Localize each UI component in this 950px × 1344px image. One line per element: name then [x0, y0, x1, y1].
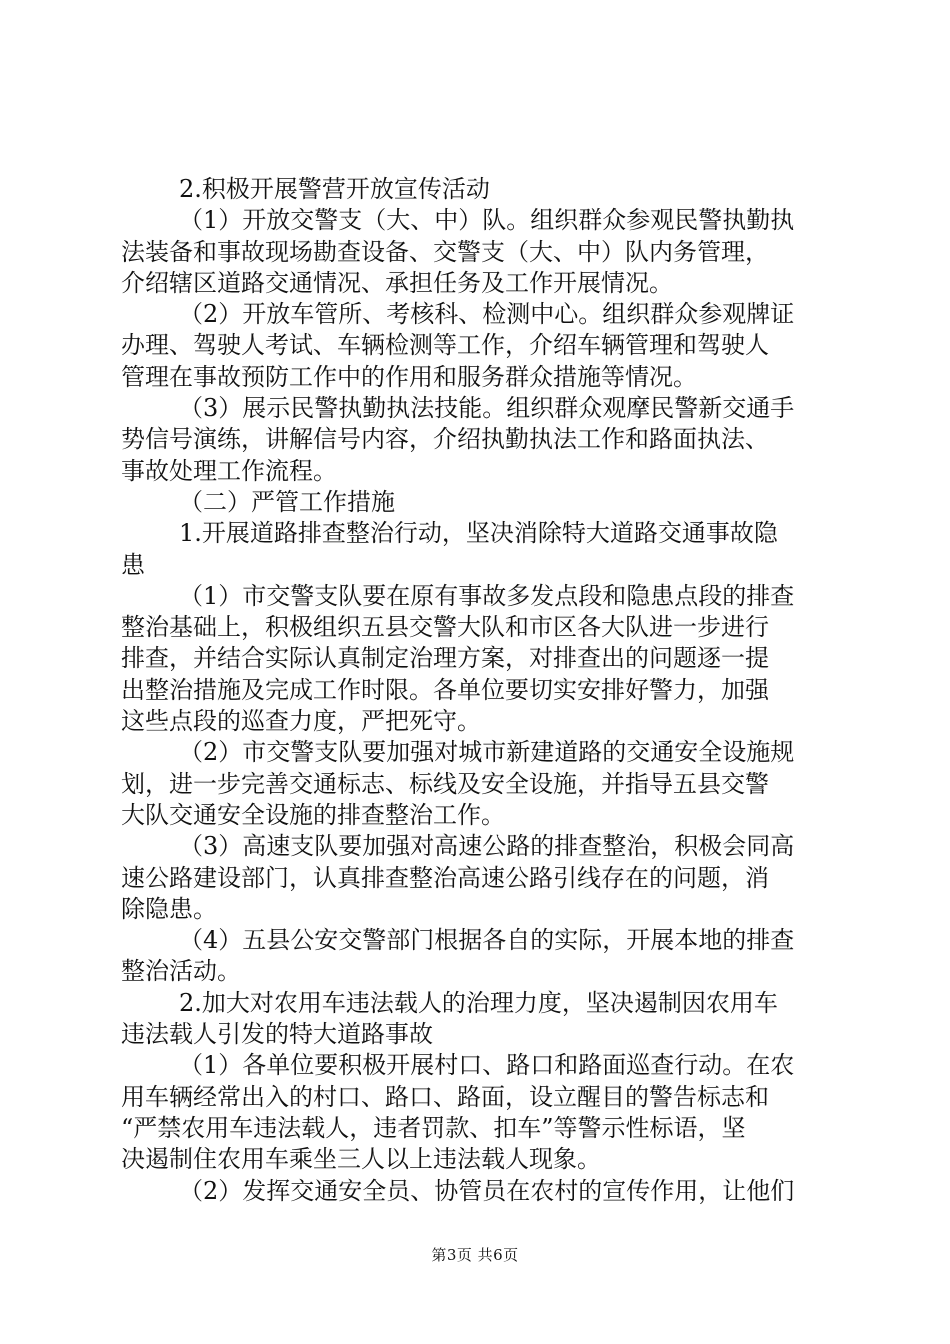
paragraph-line: （1）开放交警支（大、中）队。组织群众参观民警执勤执: [179, 206, 795, 235]
paragraph-line: 排查，并结合实际认真制定治理方案，对排查出的问题逐一提: [121, 644, 769, 673]
section-heading: 1.开展道路排查整治行动，坚决消除特大道路交通事故隐: [179, 519, 778, 548]
section-heading: （二）严管工作措施: [179, 487, 395, 516]
page-footer: 第3页 共6页: [431, 1246, 519, 1264]
document-body: [121, 174, 833, 1207]
paragraph-line: （3）展示民警执勤执法技能。组织群众观摩民警新交通手: [179, 394, 795, 423]
section-heading: 2.加大对农用车违法载人的治理力度，坚决遏制因农用车: [179, 988, 778, 1017]
paragraph-line: 办理、驾驶人考试、车辆检测等工作，介绍车辆管理和驾驶人: [121, 331, 769, 360]
paragraph-line: 除隐患。: [121, 894, 217, 923]
paragraph-line: 大队交通安全设施的排查整治工作。: [121, 800, 505, 829]
paragraph-line: （2）发挥交通安全员、协管员在农村的宣传作用，让他们: [179, 1176, 795, 1205]
paragraph-line: 整治基础上，积极组织五县交警大队和市区各大队进一步进行: [121, 613, 769, 642]
paragraph-line: 法装备和事故现场勘查设备、交警支（大、中）队内务管理，: [121, 237, 769, 266]
paragraph-line: 划，进一步完善交通标志、标线及安全设施，并指导五县交警: [121, 769, 769, 798]
paragraph-line: 管理在事故预防工作中的作用和服务群众措施等情况。: [121, 362, 697, 391]
paragraph-line: 介绍辖区道路交通情况、承担任务及工作开展情况。: [121, 268, 673, 297]
paragraph-line: （3）高速支队要加强对高速公路的排查整治，积极会同高: [179, 832, 795, 861]
paragraph-line: 决遏制住农用车乘坐三人以上违法载人现象。: [121, 1145, 601, 1174]
paragraph-line: （2）市交警支队要加强对城市新建道路的交通安全设施规: [179, 738, 795, 767]
section-heading: 2.积极开展警营开放宣传活动: [179, 175, 490, 203]
paragraph-line: 用车辆经常出入的村口、路口、路面，设立醒目的警告标志和: [121, 1082, 769, 1111]
paragraph-line: （1）各单位要积极开展村口、路口和路面巡查行动。在农: [179, 1051, 795, 1080]
paragraph-line: 这些点段的巡查力度，严把死守。: [121, 707, 481, 736]
paragraph-line: “严禁农用车违法载人，违者罚款、扣车”等警示性标语，坚: [121, 1113, 746, 1142]
paragraph-line: （4）五县公安交警部门根据各自的实际，开展本地的排查: [179, 926, 795, 955]
section-heading: 违法载人引发的特大道路事故: [121, 1020, 433, 1049]
paragraph-line: 势信号演练，讲解信号内容，介绍执勤执法工作和路面执法、: [121, 425, 769, 454]
section-heading: 患: [121, 550, 145, 579]
paragraph-line: 速公路建设部门，认真排查整治高速公路引线存在的问题，消: [121, 863, 769, 892]
paragraph-line: 出整治措施及完成工作时限。各单位要切实安排好警力，加强: [121, 675, 769, 704]
paragraph-line: 整治活动。: [121, 957, 241, 986]
paragraph-line: 事故处理工作流程。: [121, 456, 337, 485]
paragraph-line: （2）开放车管所、考核科、检测中心。组织群众参观牌证: [179, 300, 795, 329]
paragraph-line: （1）市交警支队要在原有事故多发点段和隐患点段的排查: [179, 581, 795, 610]
